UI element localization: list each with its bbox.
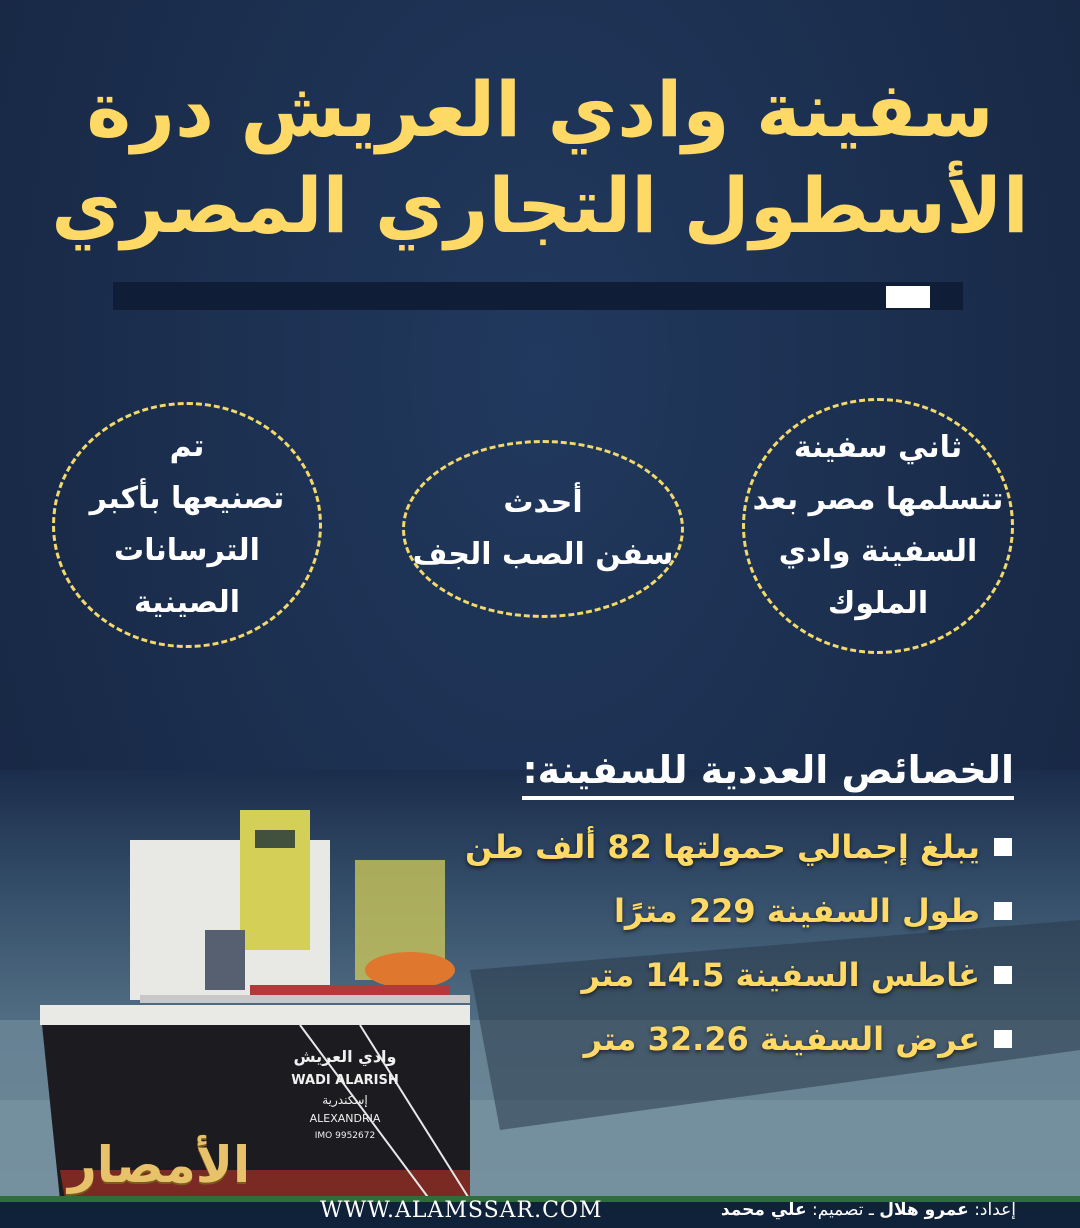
circle-line: الترسانات <box>114 533 260 568</box>
design-label: تصميم: <box>811 1200 864 1220</box>
page-title <box>40 62 1040 254</box>
ship-imo: IMO 9952672 <box>314 1131 376 1141</box>
deck-rail <box>140 995 470 1003</box>
credits-separator: ـ <box>868 1200 874 1220</box>
prep-label: إعداد: <box>974 1200 1016 1220</box>
circle-line: أحدث <box>503 485 583 520</box>
circle-line: الملوك <box>827 586 929 621</box>
bullet-square-icon <box>994 838 1012 856</box>
ship-port-ar: إسكندرية <box>322 1093 368 1107</box>
circle-line: تصنيعها بأكبر <box>89 481 285 516</box>
prep-name: عمرو هلال <box>879 1200 969 1220</box>
feature-text: غاطس السفينة 14.5 متر <box>581 956 980 994</box>
info-circle-second-ship <box>742 398 1014 654</box>
ship-port-en: ALEXANDRIA <box>309 1112 381 1125</box>
bullet-square-icon <box>994 902 1012 920</box>
divider-knob <box>886 286 930 308</box>
credits <box>721 1200 1016 1220</box>
design-name: علي محمد <box>720 1200 807 1220</box>
circle-line: سفن الصب الجف <box>412 537 674 572</box>
banner <box>205 930 245 990</box>
feature-text: طول السفينة 229 مترًا <box>613 892 980 930</box>
feature-item <box>581 956 1012 994</box>
title-line-1: سفينة وادي العريش درة <box>86 65 994 154</box>
circle-line: تم <box>169 429 205 464</box>
bullet-square-icon <box>994 966 1012 984</box>
funnel-window <box>255 830 295 848</box>
lifeboat <box>365 952 455 988</box>
feature-item <box>614 892 1012 930</box>
info-circle-newest <box>402 440 684 618</box>
title-line-2: الأسطول التجاري المصري <box>51 161 1029 250</box>
info-circle-manufactured <box>52 402 322 648</box>
feature-item <box>465 828 1012 866</box>
circle-line: السفينة وادي <box>778 534 978 569</box>
bullet-square-icon <box>994 1030 1012 1048</box>
ship-name-ar: وادي العريش <box>293 1047 397 1066</box>
circle-line: تتسلمها مصر بعد <box>752 482 1004 517</box>
flags <box>250 985 450 995</box>
circle-line: الصينية <box>133 585 241 620</box>
features-heading: الخصائص العددية للسفينة: <box>522 748 1014 800</box>
divider-bar <box>113 282 963 310</box>
circle-line: ثاني سفينة <box>793 430 963 465</box>
feature-text: عرض السفينة 32.26 متر <box>583 1020 980 1058</box>
feature-text: يبلغ إجمالي حمولتها 82 ألف طن <box>465 828 980 866</box>
website-link[interactable]: WWW.ALAMSSAR.COM <box>320 1198 603 1223</box>
brand-logo: الأمصار <box>68 1136 251 1194</box>
ship-name-en: WADI ALARISH <box>291 1073 399 1088</box>
hull-top-stripe <box>40 1005 470 1025</box>
feature-item <box>584 1020 1012 1058</box>
